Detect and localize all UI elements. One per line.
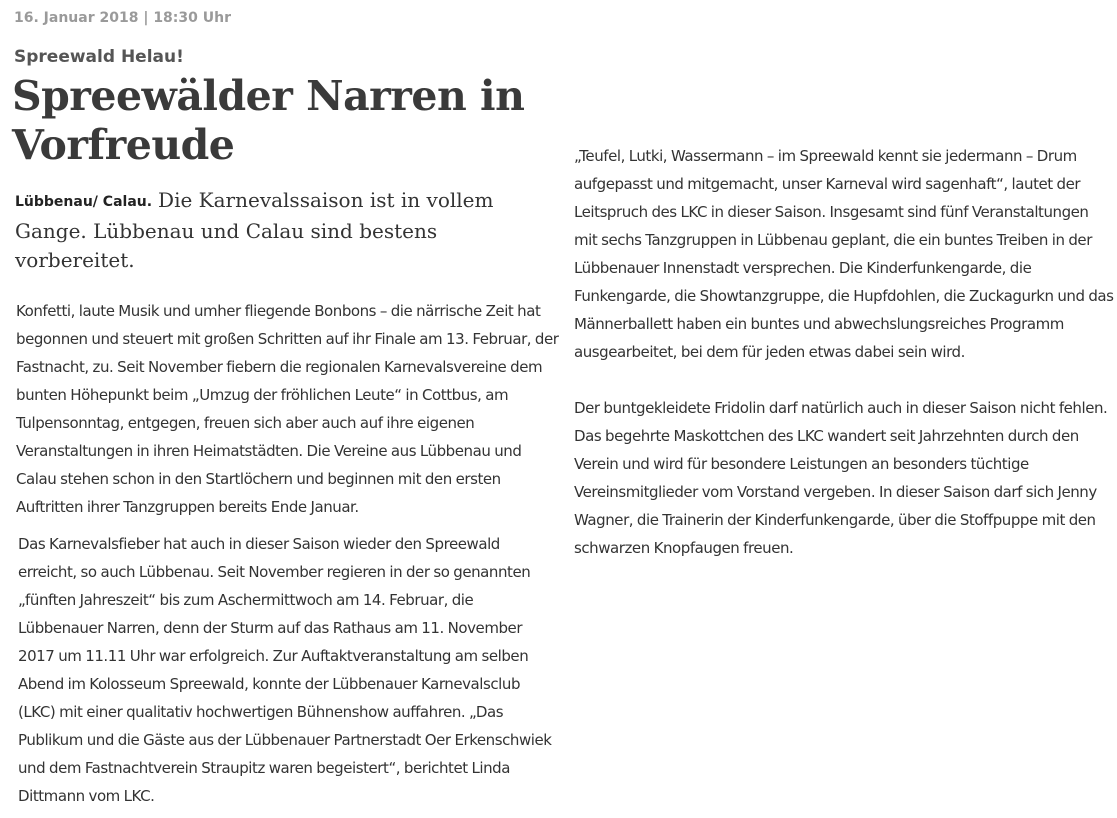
- article-paragraph: Konfetti, laute Musik und umher fliegende Bonbons – die närrische Zeit hat begonnen und steuert mit großen Schritten auf ihr Finale am 13. Februar, der Fastnacht, zu. Seit November fiebern die regionalen Karnevalsvereine dem bunten Höhepunkt beim „Umzug der fröhlichen Leute“ in Cottbus, am Tulpensonntag, entgegen, freuen sich aber auch auf ihre eigenen Veranstaltungen in ihren Heimatstädten. Die Vereine aus Lübbenau und Calau stehen schon in den Startlöchern und beginnen mit den ersten Auftritten ihrer Tanzgruppen bereits Ende Januar.: [16, 302, 559, 516]
- article-headline: Spreewälder Narren in Vorfreude: [12, 72, 525, 169]
- article-lead: [15, 186, 535, 275]
- article-paragraph: Der buntgekleidete Fridolin darf natürlich auch in dieser Saison nicht fehlen. Das begehrte Maskottchen des LKC wandert seit Jahrzehnten durch den Verein und wird für besondere Leistungen an besonders tüchtige Vereinsmitglieder vom Vorstand vergeben. In dieser Saison darf sich Jenny Wagner, die Trainerin der Kinderfunkengarde, über die Stoffpuppe mit den schwarzen Knopfaugen freuen.: [574, 399, 1108, 557]
- article-lead-text: Die Karnevalssaison ist in vollem Gange. Lübbenau und Calau sind bestens vorbereitet.: [15, 188, 494, 272]
- article-kicker: Spreewald Helau!: [14, 47, 184, 67]
- article-location: Lübbenau/ Calau.: [15, 194, 153, 210]
- article-paragraph: „Teufel, Lutki, Wassermann – im Spreewald kennt sie jedermann – Drum aufgepasst und mitgemacht, unser Karneval wird sagenhaft“, lautet der Leitspruch des LKC in dieser Saison. Insgesamt sind fünf Veranstaltungen mit sechs Tanzgruppen in Lübbenau geplant, die ein buntes Treiben in der Lübbenauer Innenstadt versprechen. Die Kinderfunkengarde, die Funkengarde, die Showtanzgruppe, die Hupfdohlen, die Zuckagurkn und das Männerballett haben ein buntes und abwechslungsreiches Programm ausgearbeitet, bei dem für jeden etwas dabei sein wird.: [574, 147, 1114, 361]
- article-dateline: 16. Januar 2018 | 18:30 Uhr: [14, 10, 231, 26]
- article-paragraph: Das Karnevalsfieber hat auch in dieser Saison wieder den Spreewald erreicht, so auch Lübbenau. Seit November regieren in der so genannten „fünften Jahreszeit“ bis zum Aschermittwoch am 14. Februar, die Lübbenauer Narren, denn der Sturm auf das Rathaus am 11. November 2017 um 11.11 Uhr war erfolgreich. Zur Auftaktveranstaltung am selben Abend im Kolosseum Spreewald, konnte der Lübbenauer Karnevalsclub (LKC) mit einer qualitativ hochwertigen Bühnenshow auffahren. „Das Publikum und die Gäste aus der Lübbenauer Partnerstadt Oer Erkenschwiek und dem Fastnachtverein Straupitz waren begeistert“, berichtet Linda Dittmann vom LKC.: [18, 535, 552, 805]
